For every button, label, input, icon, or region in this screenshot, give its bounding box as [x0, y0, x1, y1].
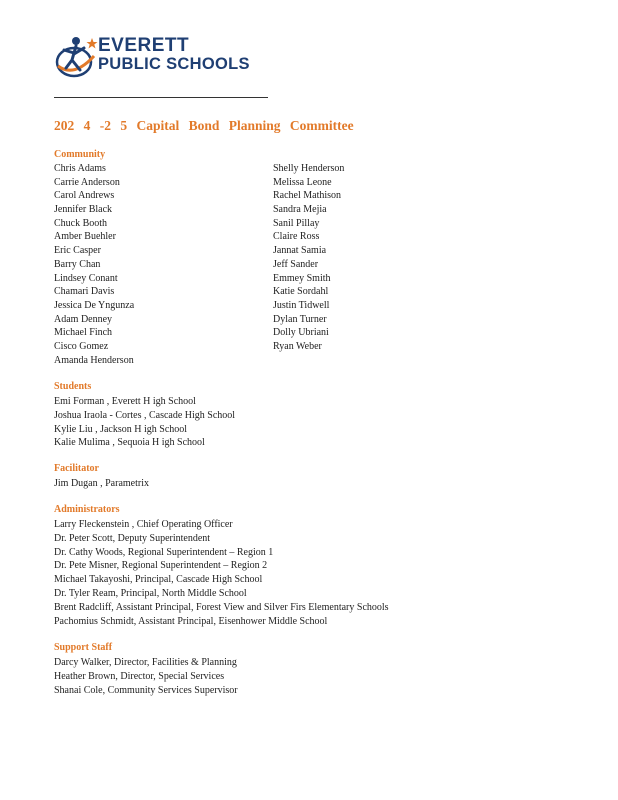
community-member: Chuck Booth	[54, 217, 108, 229]
community-member: Dolly Ubriani	[273, 327, 329, 339]
student-member: Emi Forman , Everett H igh School	[54, 396, 196, 407]
district-logo	[54, 32, 264, 82]
community-member: Sandra Mejia	[273, 204, 327, 216]
community-member: Jeff Sander	[273, 258, 319, 270]
community-member: Chamari Davis	[54, 286, 115, 298]
community-member: Michael Finch	[54, 327, 113, 339]
community-member: Katie Sordahl	[273, 286, 329, 298]
community-member: Claire Ross	[273, 231, 320, 243]
community-list-left	[54, 162, 134, 367]
administrator-member: Dr. Tyler Ream, Principal, North Middle School	[54, 587, 247, 599]
support-staff-member: Shanai Cole, Community Services Supervisor	[54, 684, 238, 696]
community-member: Emmey Smith	[273, 272, 331, 284]
facilitator-list	[54, 477, 149, 491]
facilitator-member: Jim Dugan , Parametrix	[54, 478, 149, 489]
community-member: Amber Buehler	[54, 231, 116, 243]
administrator-member: Pachomius Schmidt, Assistant Principal, Eisenhower Middle School	[54, 615, 328, 627]
students-heading: Students	[54, 381, 92, 392]
community-member: Carol Andrews	[54, 190, 115, 202]
support-staff-heading: Support Staff	[54, 642, 113, 653]
community-member: Amanda Henderson	[54, 354, 134, 366]
community-member: Eric Casper	[54, 245, 101, 257]
header-divider	[54, 97, 268, 98]
logo-line2: PUBLIC SCHOOLS	[98, 55, 250, 73]
administrator-member: Michael Takayoshi, Principal, Cascade High School	[54, 574, 263, 586]
support-staff-member: Darcy Walker, Director, Facilities & Planning	[54, 657, 237, 668]
community-member: Chris Adams	[54, 163, 106, 174]
students-list	[54, 395, 235, 450]
student-member: Kalie Mulima , Sequoia H igh School	[54, 437, 205, 449]
community-member: Jessica De Yngunza	[54, 299, 135, 311]
community-member: Shelly Henderson	[273, 163, 345, 174]
community-member: Justin Tidwell	[273, 299, 330, 311]
community-member: Ryan Weber	[273, 340, 322, 352]
community-member: Jennifer Black	[54, 204, 113, 216]
administrator-member: Larry Fleckenstein , Chief Operating Officer	[54, 519, 233, 530]
community-member: Rachel Mathison	[273, 190, 342, 202]
community-member: Barry Chan	[54, 258, 101, 270]
administrator-member: Dr. Peter Scott, Deputy Superintendent	[54, 532, 211, 544]
community-member: Lindsey Conant	[54, 272, 118, 284]
community-member: Adam Denney	[54, 313, 113, 325]
community-member: Dylan Turner	[273, 313, 327, 325]
administrator-member: Dr. Pete Misner, Regional Superintendent – Region 2	[54, 560, 268, 572]
community-member: Sanil Pillay	[273, 217, 320, 229]
community-member: Jannat Samia	[273, 245, 327, 257]
student-member: Kylie Liu , Jackson H igh School	[54, 423, 188, 435]
community-member: Carrie Anderson	[54, 176, 120, 188]
support-staff-member: Heather Brown, Director, Special Services	[54, 670, 225, 682]
community-list-right	[273, 162, 344, 354]
administrator-member: Brent Radcliff, Assistant Principal, Forest View and Silver Firs Elementary Schools	[54, 601, 389, 613]
administrators-heading: Administrators	[54, 504, 120, 515]
document-title: 202 4 -2 5 Capital Bond Planning Committee	[54, 118, 354, 133]
logo-line1: EVERETT	[98, 35, 190, 56]
administrators-list	[54, 518, 389, 628]
facilitator-heading: Facilitator	[54, 463, 99, 474]
student-member: Joshua Iraola - Cortes , Cascade High School	[54, 409, 236, 421]
logo-wordmark	[98, 36, 250, 74]
community-member: Melissa Leone	[273, 176, 332, 188]
support-staff-list	[54, 656, 238, 697]
administrator-member: Dr. Cathy Woods, Regional Superintendent – Region 1	[54, 546, 274, 558]
logo-mark-icon	[54, 32, 98, 82]
community-heading: Community	[54, 149, 106, 160]
community-member: Cisco Gomez	[54, 340, 109, 352]
